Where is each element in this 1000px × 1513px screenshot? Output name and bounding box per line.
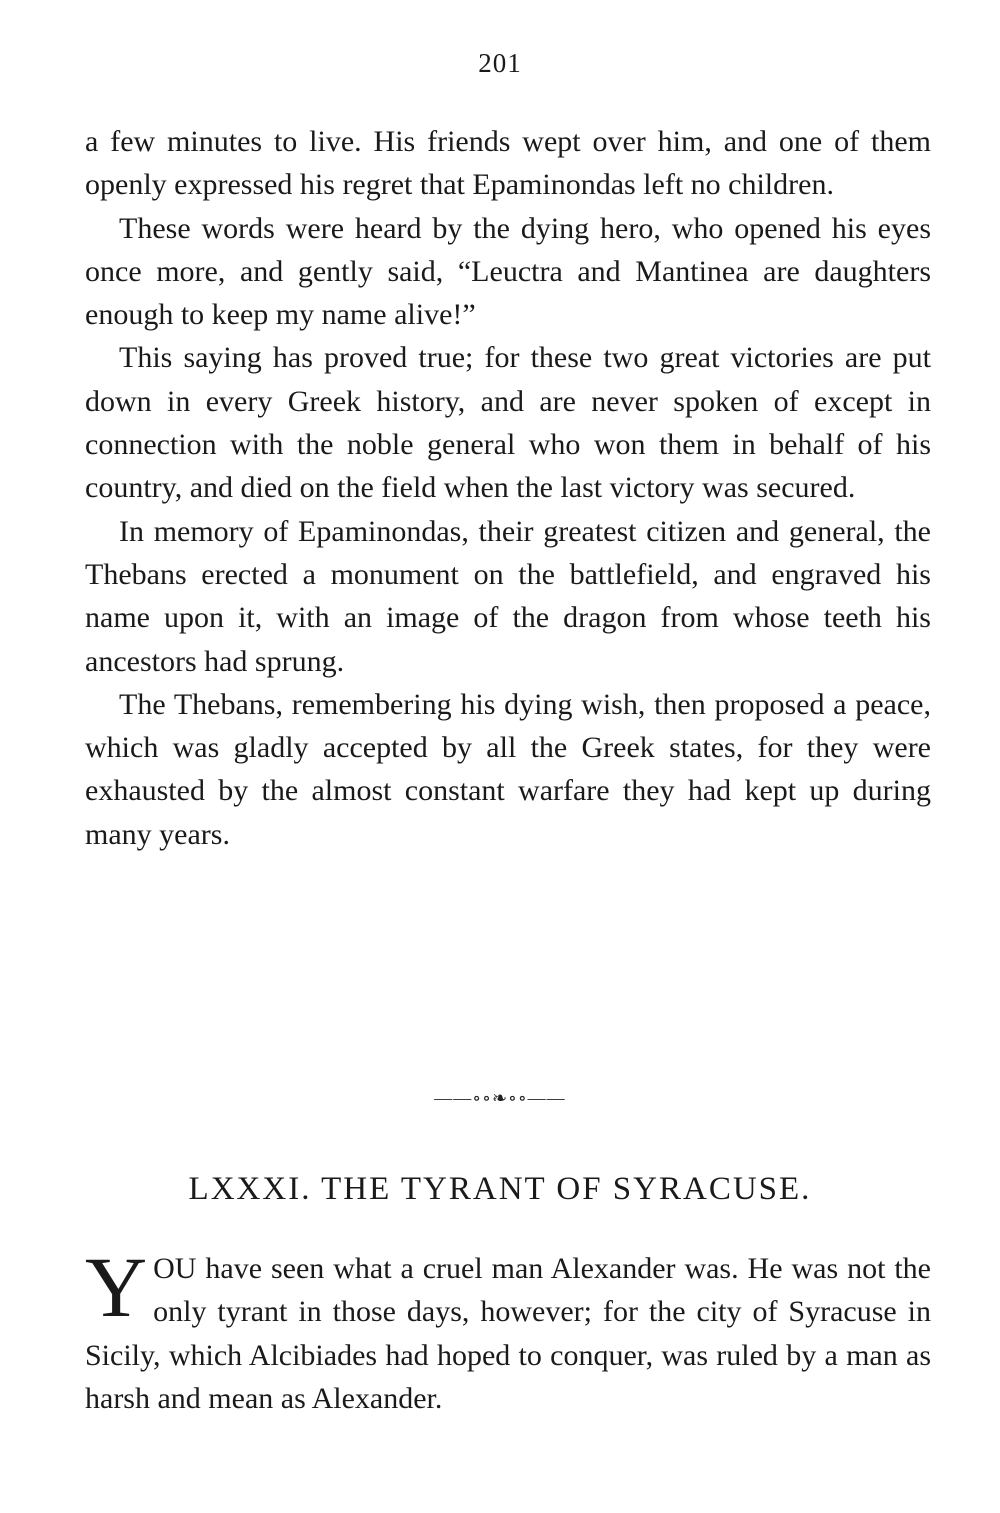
drop-cap: Y — [85, 1239, 148, 1335]
paragraph: a few minutes to live. His friends wept over him, and one of them openly expressed his regret that Epaminondas left no children. — [85, 125, 931, 202]
paragraph: In memory of Epaminondas, their greatest citizen and general, the Thebans erected a monument on the battlefield, and engraved his name upon it, with an image of the dragon from whose teeth his ancestors had sprung. — [85, 514, 931, 678]
chapter-title: LXXXI. THE TYRANT OF SYRACUSE. — [188, 1171, 812, 1207]
paragraph: The Thebans, remembering his dying wish, then proposed a peace, which was gladly accepted by all the Greek states, for they were exhausted by the almost constant warfare they had kept up during many years. — [85, 687, 931, 851]
paragraph: This saying has proved true; for these two great victories are put down in every Greek history, and are never spoken of except in connection with the noble general who won them in behalf of his country, and died on the field when the last victory was secured. — [85, 341, 931, 505]
page-number: 201 — [478, 48, 522, 78]
section-divider-ornament: ——∘∘❧∘∘—— — [434, 1088, 566, 1108]
continued-text-block — [85, 120, 931, 856]
chapter-opening-paragraph — [85, 1239, 931, 1420]
opening-text: OU have seen what a cruel man Alexander was. He was not the only tyrant in those days, however; for the city of Syracuse in Sicily, which Alcibiades had hoped to conquer, was ruled by a man as harsh and mean as Alexander. — [85, 1252, 931, 1415]
chapter-opening-text-block — [85, 1239, 931, 1420]
paragraph: These words were heard by the dying hero, who opened his eyes once more, and gently said, “Leuctra and Mantinea are daughters enough to keep my name alive!” — [85, 211, 931, 332]
